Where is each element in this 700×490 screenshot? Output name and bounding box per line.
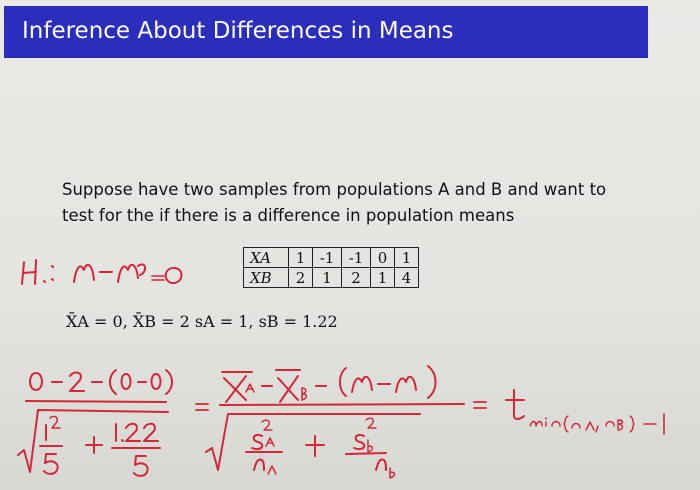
handwritten-numeric-numerator — [30, 370, 172, 394]
table-cell: -1 — [313, 248, 342, 268]
problem-line-2: test for the if there is a difference in population means — [62, 206, 515, 225]
handwritten-t-distribution — [474, 390, 664, 434]
slide-title: Inference About Differences in Means — [22, 18, 454, 44]
sample-statistics: X̄A = 0, X̄B = 2 sA = 1, sB = 1.22 — [66, 312, 338, 331]
table-cell: 0 — [371, 248, 395, 268]
table-cell: 4 — [395, 268, 419, 288]
row-label-xa: XA — [244, 248, 289, 268]
handwritten-symbolic-denominator — [206, 414, 420, 478]
handwritten-numeric-denominator — [18, 410, 168, 476]
handwritten-hypothesis — [22, 260, 182, 284]
problem-line-1: Suppose have two samples from populations A and B and want to — [62, 180, 607, 199]
table-cell: 2 — [289, 268, 313, 288]
table-cell: 2 — [342, 268, 371, 288]
table-cell: 1 — [395, 248, 419, 268]
table-cell: -1 — [342, 248, 371, 268]
handwritten-symbolic-numerator — [222, 366, 436, 402]
table-cell: 1 — [371, 268, 395, 288]
table-cell: 1 — [313, 268, 342, 288]
row-label-xb: XB — [244, 268, 289, 288]
table-cell: 1 — [289, 248, 313, 268]
